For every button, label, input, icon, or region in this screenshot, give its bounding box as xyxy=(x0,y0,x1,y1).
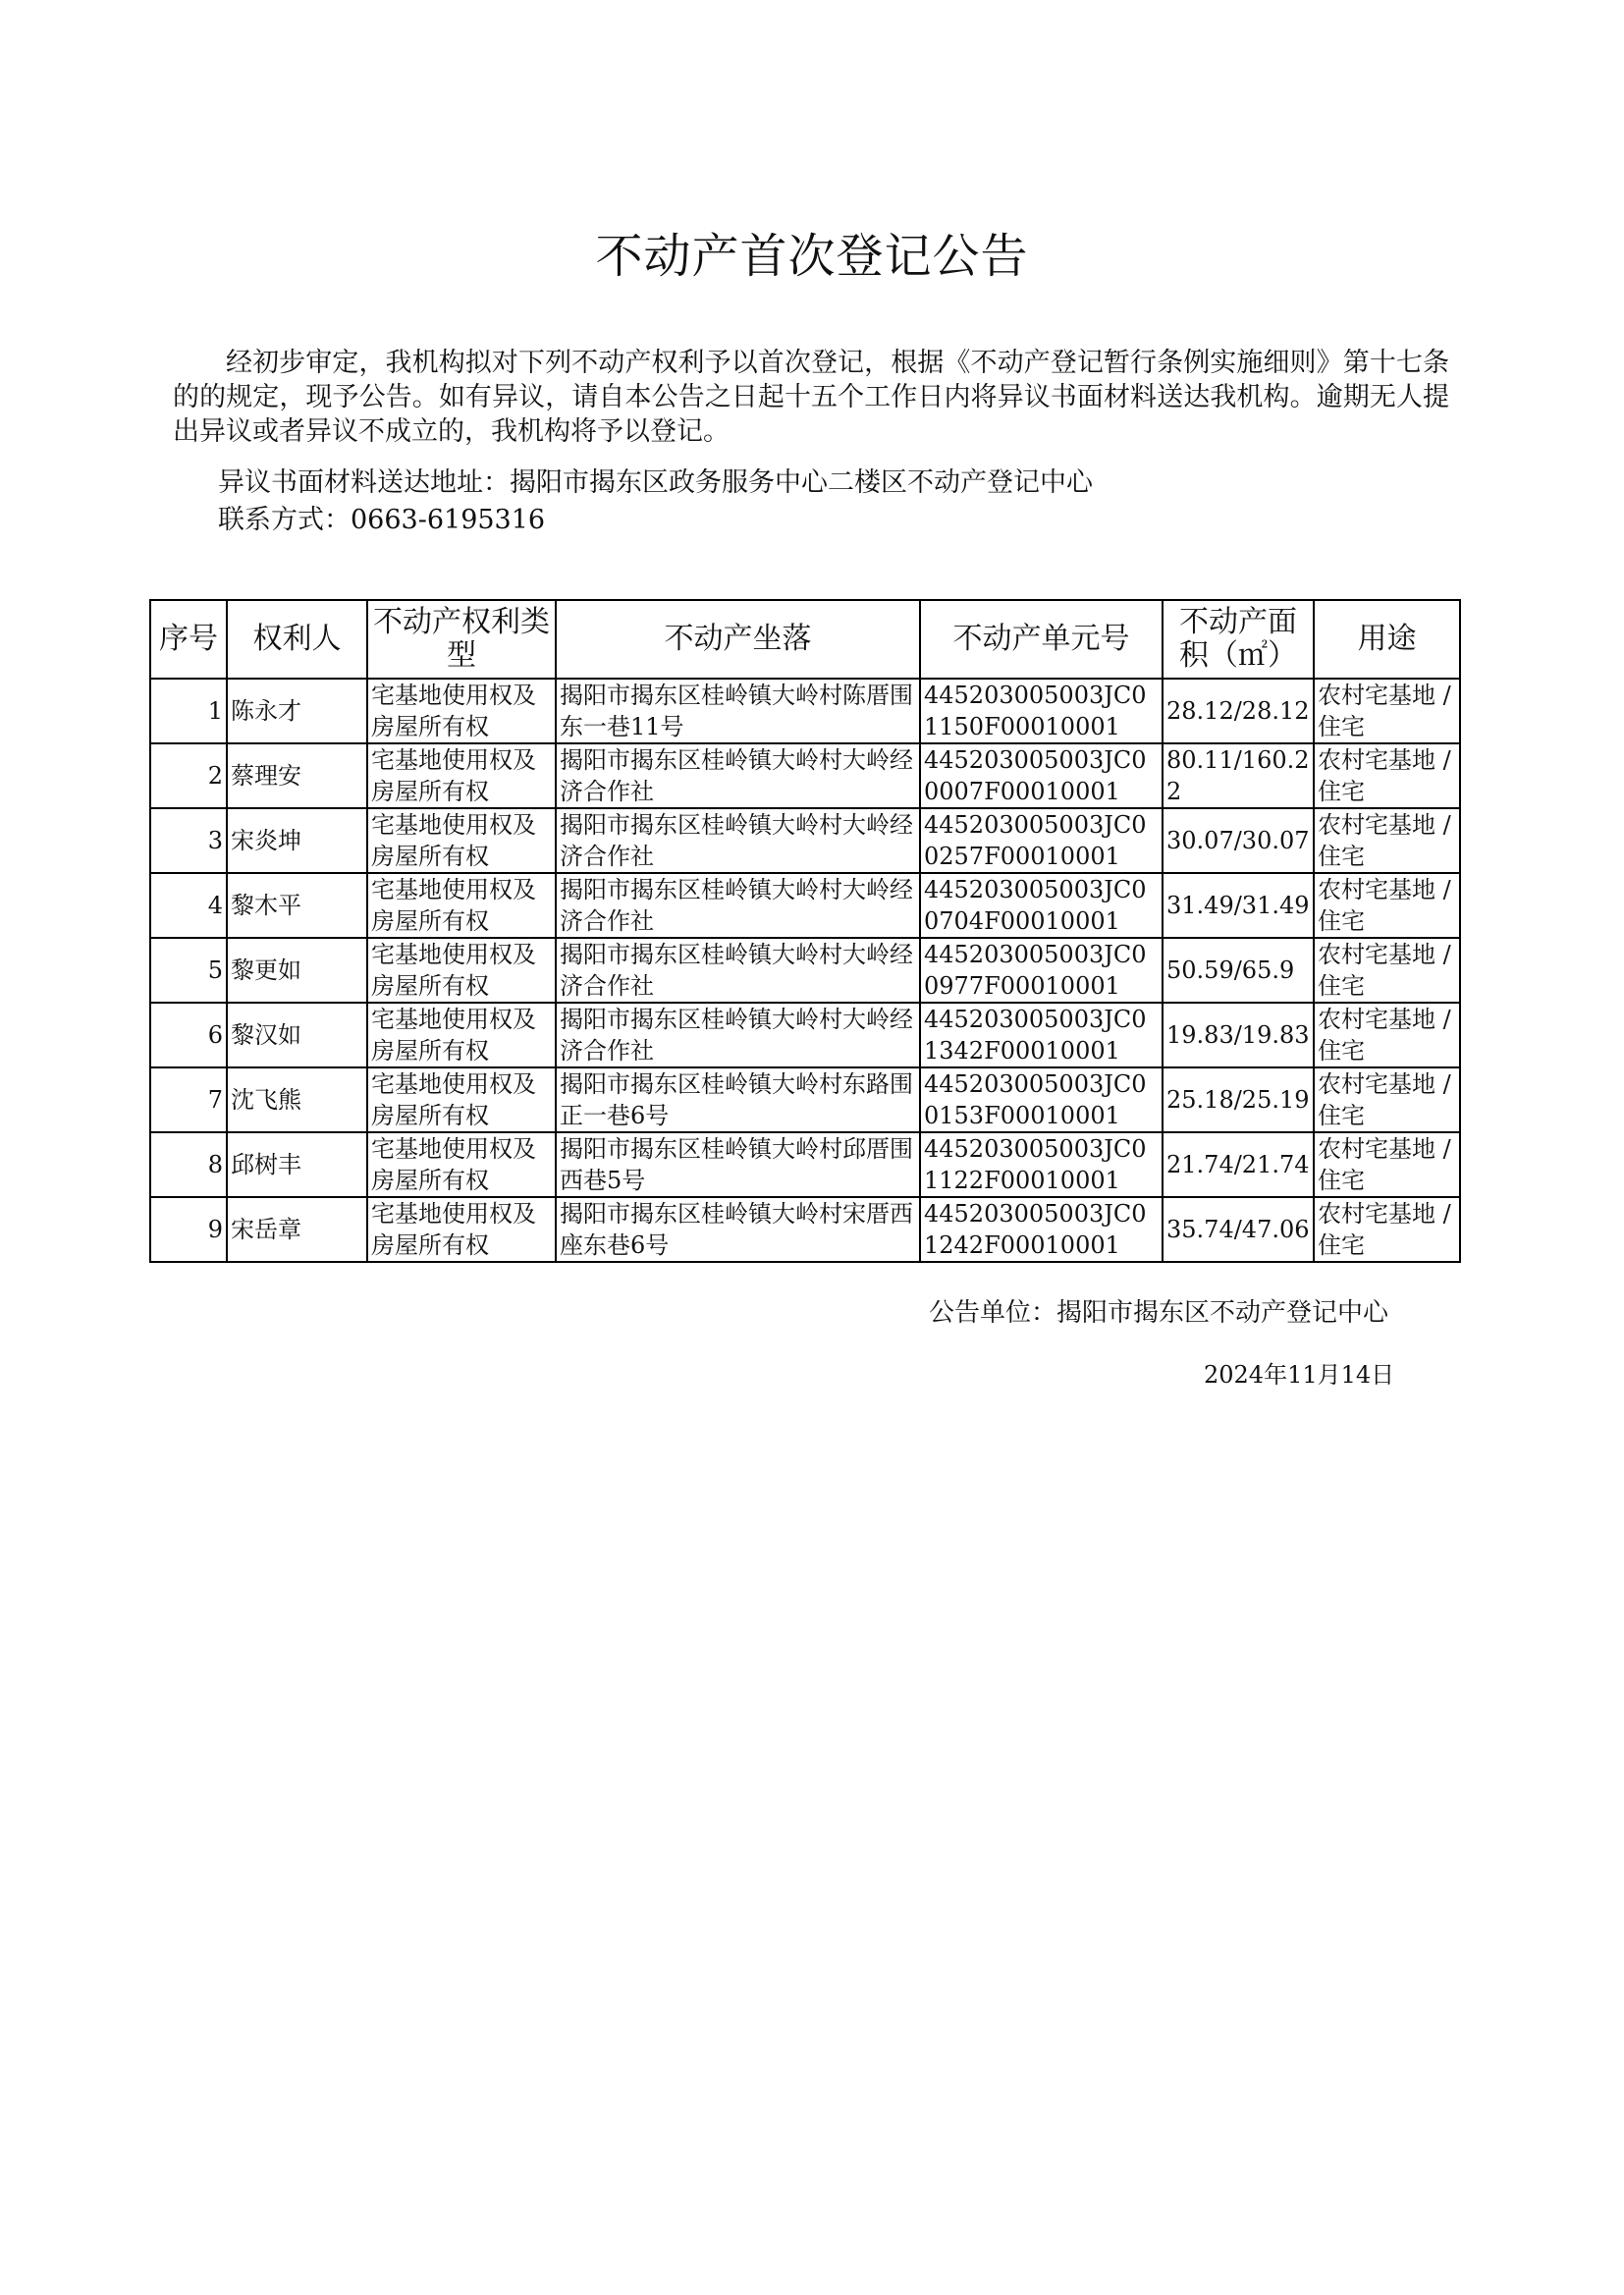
cell-unit-no: 445203005003JC00977F00010001 xyxy=(920,938,1163,1003)
cell-area: 19.83/19.83 xyxy=(1163,1003,1314,1067)
cell-location: 揭阳市揭东区桂岭镇大岭村东路围正一巷6号 xyxy=(556,1067,920,1132)
header-right-type: 不动产权利类型 xyxy=(367,600,556,679)
intro-text: 经初步审定，我机构拟对下列不动产权利予以首次登记，根据《不动产登记暂行条例实施细则》第十七条的的规定，现予公告。如有异议，请自本公告之日起十五个工作日内将异议书面材料送达我机构。逾期无人提出异议或者异议不成立的，我机构将予以登记。 xyxy=(173,348,1449,447)
cell-seq: 5 xyxy=(150,938,227,1003)
header-use: 用途 xyxy=(1314,600,1460,679)
cell-seq: 2 xyxy=(150,743,227,808)
cell-area: 31.49/31.49 xyxy=(1163,873,1314,938)
table-row xyxy=(150,938,1460,1003)
cell-seq: 1 xyxy=(150,679,227,743)
cell-unit-no: 445203005003JC00007F00010001 xyxy=(920,743,1163,808)
cell-location: 揭阳市揭东区桂岭镇大岭村大岭经济合作社 xyxy=(556,873,920,938)
cell-use: 农村宅基地 / 住宅 xyxy=(1314,938,1460,1003)
table-header-row xyxy=(150,600,1460,679)
objection-address: 异议书面材料送达地址：揭阳市揭东区政务服务中心二楼区不动产登记中心 xyxy=(218,467,1093,498)
cell-unit-no: 445203005003JC00153F00010001 xyxy=(920,1067,1163,1132)
cell-seq: 9 xyxy=(150,1197,227,1262)
cell-area: 21.74/21.74 xyxy=(1163,1132,1314,1197)
header-area: 不动产面积（㎡） xyxy=(1163,600,1314,679)
issuing-unit: 公告单位：揭阳市揭东区不动产登记中心 xyxy=(929,1298,1389,1328)
header-seq: 序号 xyxy=(150,600,227,679)
cell-owner: 蔡理安 xyxy=(227,743,367,808)
cell-owner: 黎汉如 xyxy=(227,1003,367,1067)
table-row xyxy=(150,1197,1460,1262)
cell-seq: 7 xyxy=(150,1067,227,1132)
cell-area: 35.74/47.06 xyxy=(1163,1197,1314,1262)
header-owner: 权利人 xyxy=(227,600,367,679)
cell-location: 揭阳市揭东区桂岭镇大岭村陈厝围东一巷11号 xyxy=(556,679,920,743)
cell-area: 50.59/65.9 xyxy=(1163,938,1314,1003)
table-row xyxy=(150,1132,1460,1197)
cell-use: 农村宅基地 / 住宅 xyxy=(1314,743,1460,808)
header-location: 不动产坐落 xyxy=(556,600,920,679)
cell-unit-no: 445203005003JC01342F00010001 xyxy=(920,1003,1163,1067)
cell-unit-no: 445203005003JC01150F00010001 xyxy=(920,679,1163,743)
intro-paragraph xyxy=(173,346,1449,449)
cell-owner: 陈永才 xyxy=(227,679,367,743)
cell-unit-no: 445203005003JC01122F00010001 xyxy=(920,1132,1163,1197)
cell-seq: 6 xyxy=(150,1003,227,1067)
cell-right-type: 宅基地使用权及房屋所有权 xyxy=(367,1067,556,1132)
registration-table xyxy=(149,599,1461,1263)
cell-location: 揭阳市揭东区桂岭镇大岭村大岭经济合作社 xyxy=(556,1003,920,1067)
cell-owner: 邱树丰 xyxy=(227,1132,367,1197)
table-row xyxy=(150,873,1460,938)
issue-date: 2024年11月14日 xyxy=(1204,1361,1395,1389)
cell-owner: 沈飞熊 xyxy=(227,1067,367,1132)
contact-info: 联系方式：0663-6195316 xyxy=(218,505,546,535)
table-row xyxy=(150,679,1460,743)
table-row xyxy=(150,808,1460,873)
cell-use: 农村宅基地 / 住宅 xyxy=(1314,873,1460,938)
cell-location: 揭阳市揭东区桂岭镇大岭村大岭经济合作社 xyxy=(556,938,920,1003)
cell-seq: 4 xyxy=(150,873,227,938)
cell-owner: 黎更如 xyxy=(227,938,367,1003)
cell-right-type: 宅基地使用权及房屋所有权 xyxy=(367,1132,556,1197)
table-row xyxy=(150,1003,1460,1067)
cell-right-type: 宅基地使用权及房屋所有权 xyxy=(367,938,556,1003)
cell-unit-no: 445203005003JC00704F00010001 xyxy=(920,873,1163,938)
cell-area: 25.18/25.19 xyxy=(1163,1067,1314,1132)
cell-owner: 黎木平 xyxy=(227,873,367,938)
cell-owner: 宋岳章 xyxy=(227,1197,367,1262)
cell-right-type: 宅基地使用权及房屋所有权 xyxy=(367,873,556,938)
table-row xyxy=(150,1067,1460,1132)
page-title: 不动产首次登记公告 xyxy=(595,229,1029,284)
cell-use: 农村宅基地 / 住宅 xyxy=(1314,1003,1460,1067)
cell-owner: 宋炎坤 xyxy=(227,808,367,873)
cell-use: 农村宅基地 / 住宅 xyxy=(1314,1132,1460,1197)
cell-area: 80.11/160.22 xyxy=(1163,743,1314,808)
cell-area: 30.07/30.07 xyxy=(1163,808,1314,873)
cell-location: 揭阳市揭东区桂岭镇大岭村大岭经济合作社 xyxy=(556,808,920,873)
cell-location: 揭阳市揭东区桂岭镇大岭村邱厝围西巷5号 xyxy=(556,1132,920,1197)
cell-right-type: 宅基地使用权及房屋所有权 xyxy=(367,679,556,743)
cell-use: 农村宅基地 / 住宅 xyxy=(1314,1197,1460,1262)
cell-seq: 3 xyxy=(150,808,227,873)
cell-use: 农村宅基地 / 住宅 xyxy=(1314,679,1460,743)
cell-right-type: 宅基地使用权及房屋所有权 xyxy=(367,1003,556,1067)
cell-right-type: 宅基地使用权及房屋所有权 xyxy=(367,808,556,873)
header-unit-no: 不动产单元号 xyxy=(920,600,1163,679)
cell-location: 揭阳市揭东区桂岭镇大岭村大岭经济合作社 xyxy=(556,743,920,808)
cell-area: 28.12/28.12 xyxy=(1163,679,1314,743)
cell-unit-no: 445203005003JC00257F00010001 xyxy=(920,808,1163,873)
cell-use: 农村宅基地 / 住宅 xyxy=(1314,1067,1460,1132)
cell-right-type: 宅基地使用权及房屋所有权 xyxy=(367,1197,556,1262)
cell-use: 农村宅基地 / 住宅 xyxy=(1314,808,1460,873)
cell-seq: 8 xyxy=(150,1132,227,1197)
cell-location: 揭阳市揭东区桂岭镇大岭村宋厝西座东巷6号 xyxy=(556,1197,920,1262)
table-row xyxy=(150,743,1460,808)
cell-right-type: 宅基地使用权及房屋所有权 xyxy=(367,743,556,808)
cell-unit-no: 445203005003JC01242F00010001 xyxy=(920,1197,1163,1262)
